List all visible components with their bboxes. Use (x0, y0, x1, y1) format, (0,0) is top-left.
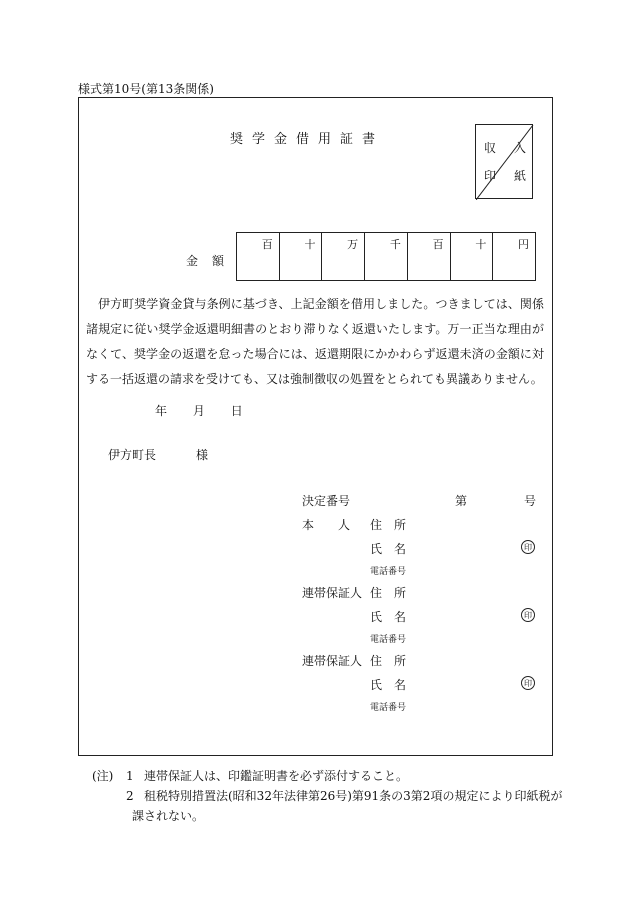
decision-number-label: 決定番号 (302, 494, 351, 508)
stamp-diagonal-line (476, 125, 534, 200)
addressee-honorific: 様 (196, 448, 209, 462)
stamp-char-shu: 収 (484, 141, 497, 155)
amount-unit: 十 (475, 238, 487, 251)
guarantor2-address-label: 住 所 (370, 654, 407, 668)
guarantor1-label: 連帯保証人 (302, 586, 363, 600)
date-year-label: 年 (155, 404, 168, 418)
form-number-label: 様式第10号(第13条関係) (78, 82, 214, 96)
amount-unit: 百 (432, 238, 444, 251)
note-text: 連帯保証人は、印鑑証明書を必ず添付すること。 (144, 769, 409, 783)
revenue-stamp-box (475, 124, 533, 199)
principal-address-label: 住 所 (370, 518, 407, 532)
amount-cell[interactable] (364, 233, 407, 280)
amount-cell[interactable] (492, 233, 535, 280)
note-text: 租税特別措置法(昭和32年法律第26号)第91条の3第2項の規定により印紙税が (144, 789, 563, 803)
decision-go-label: 号 (524, 494, 537, 508)
amount-cell[interactable] (279, 233, 322, 280)
amount-unit: 百 (261, 238, 273, 251)
addressee-name: 伊方町長 (108, 448, 157, 462)
date-day-label: 日 (230, 404, 243, 418)
principal-label: 本 人 (302, 518, 351, 532)
date-month-label: 月 (192, 404, 205, 418)
amount-unit: 万 (347, 238, 359, 251)
principal-phone-label: 電話番号 (370, 567, 407, 577)
decision-dai-label: 第 (455, 494, 468, 508)
guarantor1-phone-label: 電話番号 (370, 635, 407, 645)
amount-unit: 千 (389, 238, 401, 251)
stamp-char-in: 印 (484, 169, 497, 183)
guarantor2-phone-label: 電話番号 (370, 703, 407, 713)
stamp-char-shi: 紙 (514, 169, 527, 183)
guarantor2-name-label: 氏 名 (370, 678, 407, 692)
guarantor1-name-label: 氏 名 (370, 610, 407, 624)
principal-name-label: 氏 名 (370, 542, 407, 556)
amount-unit: 十 (304, 238, 316, 251)
guarantor1-seal-mark: 印 (521, 608, 535, 622)
guarantor1-address-label: 住 所 (370, 586, 407, 600)
guarantor2-seal-mark: 印 (521, 676, 535, 690)
date-line (155, 402, 243, 419)
document-title: 奨学金借用証書 (230, 132, 385, 147)
amount-cell[interactable] (237, 233, 279, 280)
notes-header: (注) (92, 769, 114, 783)
agreement-body-text: 伊方町奨学資金貸与条例に基づき、上記金額を借用しました。つきましては、関係諸規定に従い奨学金返還明細書のとおり滞りなく返還いたします。万一正当な理由がなくて、奨学金の返還を怠った場合には、返還期限にかかわらず返還未済の金額に対する一括返還の請求を受けても、又は強制徴収の処置をとられても異議ありません。 (86, 297, 544, 386)
note-number: 1 (126, 769, 134, 783)
amount-cell[interactable] (407, 233, 450, 280)
note-text-continued: 課されない。 (132, 809, 205, 823)
amount-cell[interactable] (321, 233, 364, 280)
guarantor2-label: 連帯保証人 (302, 654, 363, 668)
amount-cell[interactable] (450, 233, 493, 280)
addressee-line (108, 446, 208, 463)
principal-seal-mark: 印 (521, 540, 535, 554)
amount-digit-grid (236, 232, 536, 281)
amount-label: 金額 (186, 254, 239, 268)
note-number: 2 (126, 789, 134, 803)
stamp-char-nyu: 入 (514, 141, 527, 155)
amount-unit: 円 (518, 238, 530, 251)
